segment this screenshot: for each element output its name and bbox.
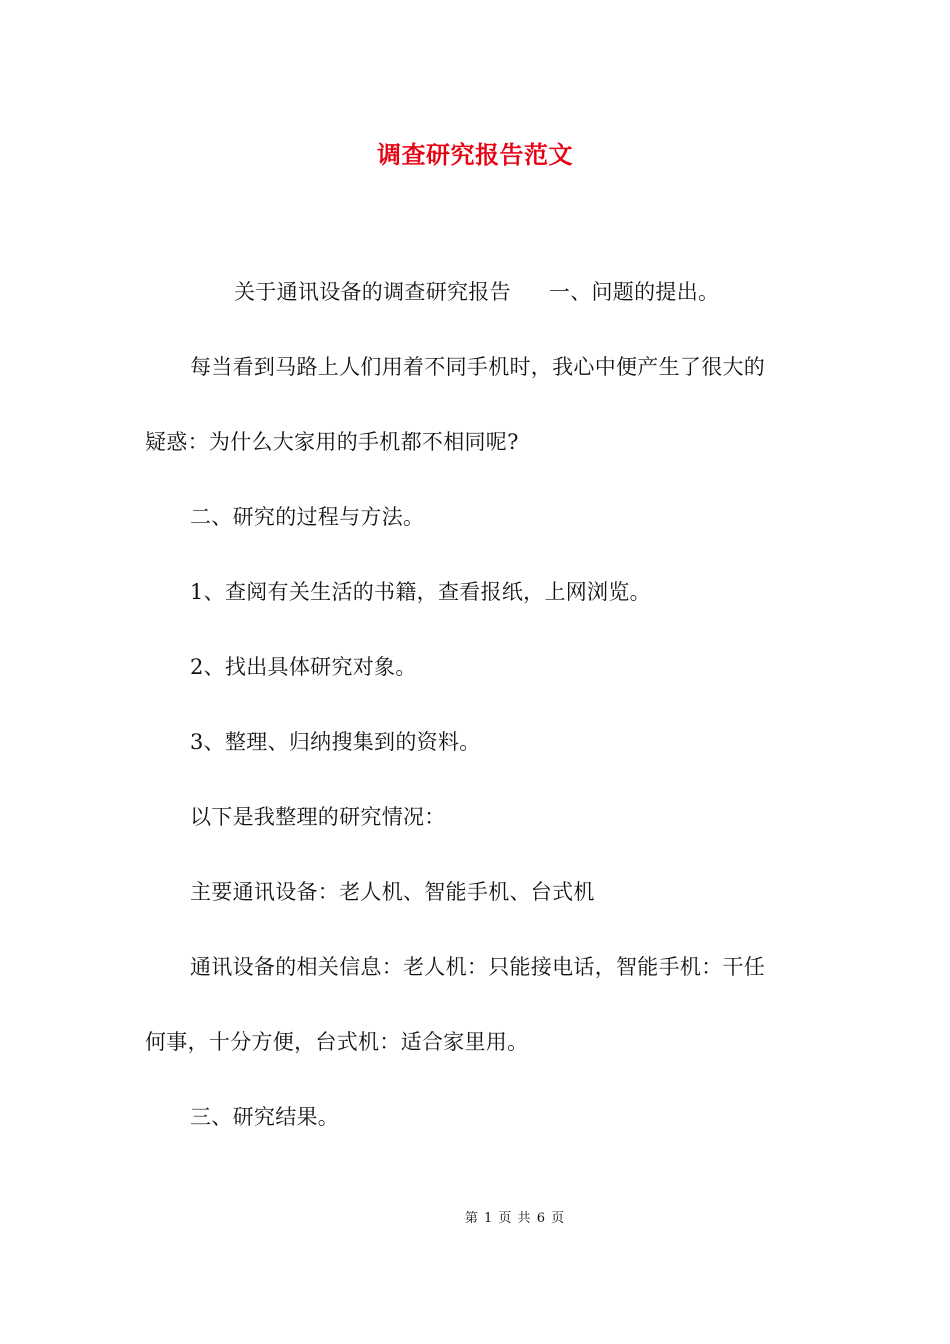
paragraph-line: 通讯设备的相关信息：老人机：只能接电话，智能手机：干任: [190, 955, 766, 979]
paragraph-line: 每当看到马路上人们用着不同手机时，我心中便产生了很大的: [190, 355, 766, 379]
list-item: 3、整理、归纳搜集到的资料。: [190, 730, 481, 754]
report-subtitle: 关于通讯设备的调查研究报告: [234, 280, 511, 304]
list-item: 1、查阅有关生活的书籍，查看报纸，上网浏览。: [190, 580, 651, 604]
section-heading-1: 一、问题的提出。: [548, 280, 720, 304]
paragraph-line: 主要通讯设备：老人机、智能手机、台式机: [190, 880, 595, 904]
document-title: 调查研究报告范文: [377, 140, 573, 169]
paragraph-line: 疑惑：为什么大家用的手机都不相同呢?: [145, 430, 519, 454]
list-item: 2、找出具体研究对象。: [190, 655, 417, 679]
section-heading-2: 二、研究的过程与方法。: [190, 505, 425, 529]
section-heading-3: 三、研究结果。: [190, 1105, 340, 1129]
paragraph-line: 以下是我整理的研究情况：: [190, 805, 446, 829]
intro-line: [234, 277, 719, 307]
page-number-footer: 第 1 页 共 6 页: [464, 1211, 566, 1226]
paragraph-line: 何事，十分方便，台式机：适合家里用。: [145, 1030, 529, 1054]
